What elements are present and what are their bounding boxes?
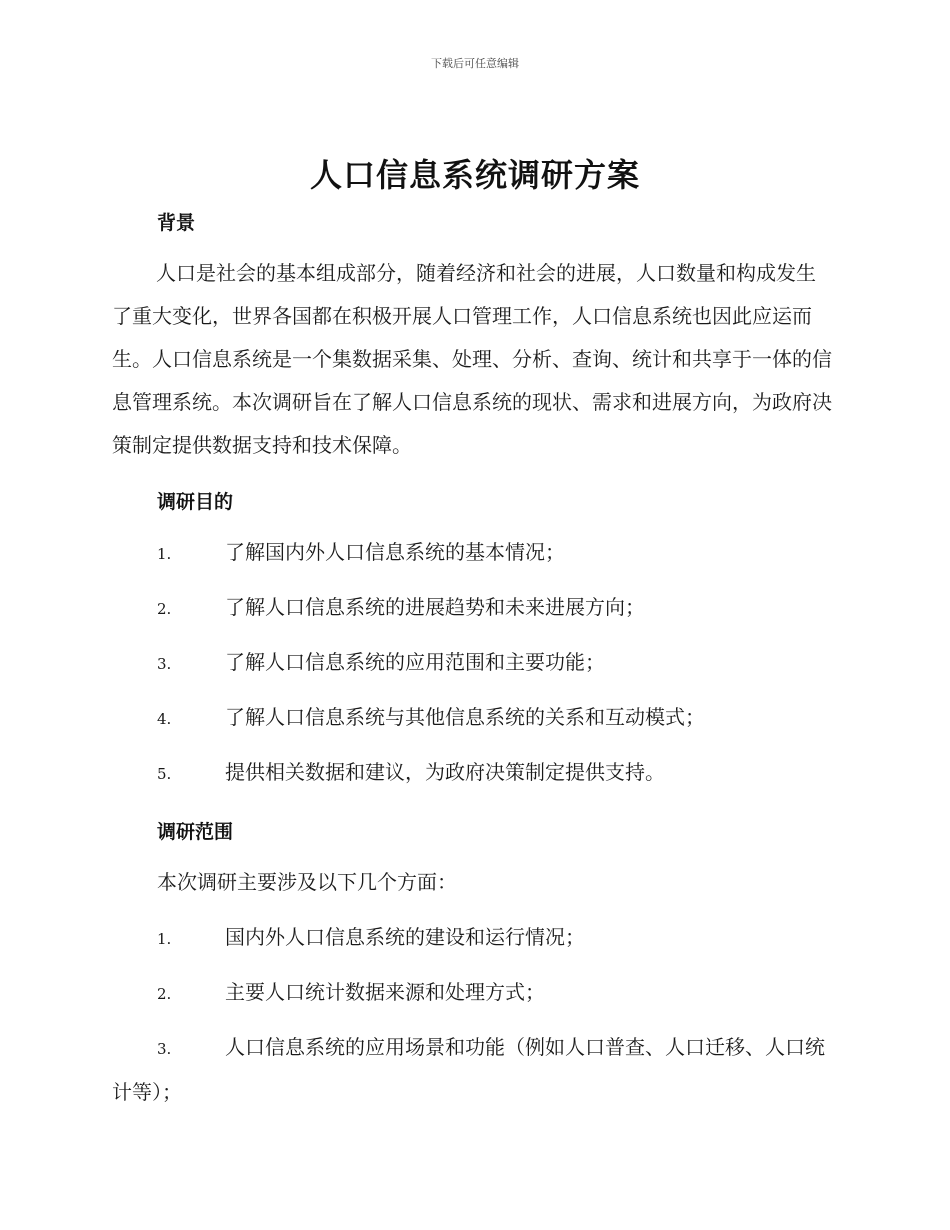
list-item bbox=[157, 971, 837, 1016]
heading-purpose: 调研目的 bbox=[157, 491, 234, 513]
list-number: 2. bbox=[157, 600, 172, 618]
list-text: 了解人口信息系统的应用范围和主要功能； bbox=[225, 650, 605, 674]
heading-background: 背景 bbox=[157, 212, 196, 234]
header-note: 下载后可任意编辑 bbox=[431, 57, 519, 70]
background-paragraph bbox=[112, 252, 832, 467]
document-title: 人口信息系统调研方案 bbox=[309, 156, 640, 194]
heading-scope: 调研范围 bbox=[157, 821, 234, 843]
list-number: 1. bbox=[157, 545, 172, 563]
scope-intro: 本次调研主要涉及以下几个方面： bbox=[157, 870, 457, 894]
list-number: 5. bbox=[157, 765, 172, 783]
list-number: 1. bbox=[157, 930, 172, 948]
list-item bbox=[157, 641, 837, 686]
list-number: 2. bbox=[157, 985, 172, 1003]
list-item bbox=[157, 916, 837, 961]
list-text: 提供相关数据和建议，为政府决策制定提供支持。 bbox=[225, 760, 665, 784]
list-item bbox=[157, 531, 837, 576]
list-number: 3. bbox=[157, 1040, 172, 1058]
list-text: 人口信息系统的应用场景和功能（例如人口普查、人口迁移、人口统计等）； bbox=[112, 1035, 825, 1104]
background-text: 人口是社会的基本组成部分，随着经济和社会的进展，人口数量和构成发生了重大变化，世界各国都在积极开展人口管理工作，人口信息系统也因此应运而生。人口信息系统是一个集数据采集、处理、分析、查询、统计和共享于一体的信息管理系统。本次调研旨在了解人口信息系统的现状、需求和进展方向，为政府决策制定提供数据支持和技术保障。 bbox=[112, 261, 832, 457]
list-text: 了解人口信息系统的进展趋势和未来进展方向； bbox=[225, 595, 645, 619]
list-item bbox=[157, 586, 837, 631]
list-text: 主要人口统计数据来源和处理方式； bbox=[225, 980, 545, 1004]
list-item bbox=[157, 751, 837, 796]
list-item bbox=[157, 696, 837, 741]
list-number: 4. bbox=[157, 710, 172, 728]
list-text: 国内外人口信息系统的建设和运行情况； bbox=[225, 925, 585, 949]
list-text: 了解人口信息系统与其他信息系统的关系和互动模式； bbox=[225, 705, 705, 729]
list-item bbox=[112, 1026, 832, 1114]
list-number: 3. bbox=[157, 655, 172, 673]
list-text: 了解国内外人口信息系统的基本情况； bbox=[225, 540, 565, 564]
